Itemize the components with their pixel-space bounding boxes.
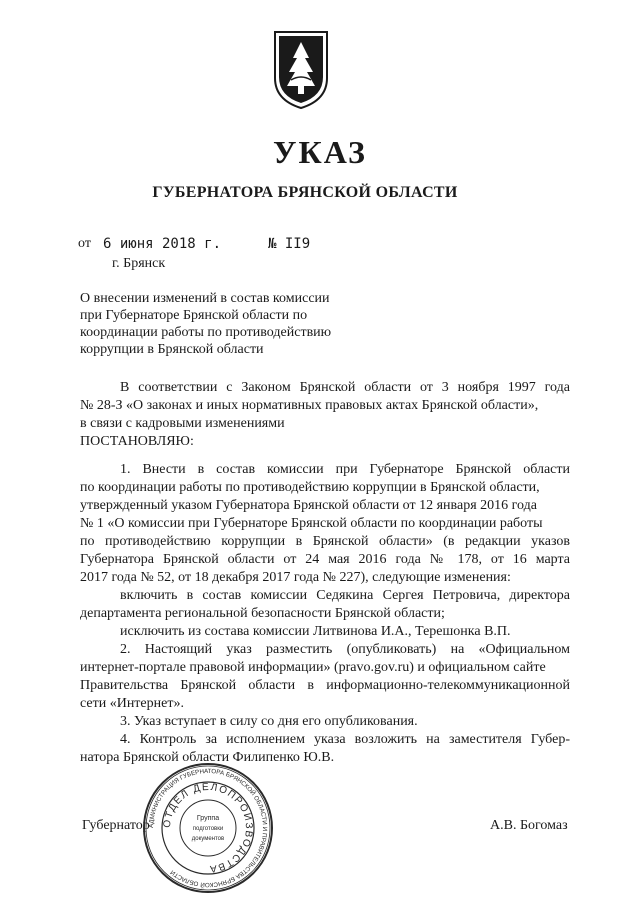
item-line: включить в состав комиссии Седякина Сергея Петровича, директора (120, 588, 570, 603)
item-line: 3. Указ вступает в силу со дня его опубликования. (120, 714, 418, 729)
item-line: по противодействию коррупции в Брянской области» (в редакции указов (80, 534, 570, 549)
item-line: департамента региональной безопасности Брянской области; (80, 606, 445, 621)
item-line: Правительства Брянской области в информационно-телекоммуникационной (80, 678, 570, 693)
document-subtitle: ГУБЕРНАТОРА БРЯНСКОЙ ОБЛАСТИ (152, 184, 458, 201)
subject-line: координации работы по противодействию (80, 325, 332, 340)
subject-line: О внесении изменений в состав комиссии (80, 291, 330, 306)
document-date: 6 июня 2018 г. (103, 236, 222, 252)
stamp-center-line: подготовки (192, 826, 224, 832)
item-line: по координации работы по противодействию коррупции в Брянской области, (80, 480, 540, 495)
signature-position: Губернатор (82, 818, 150, 833)
preamble-line: в связи с кадровыми изменениями (80, 416, 285, 431)
item-line: № 1 «О комиссии при Губернаторе Брянской области по координации работы (80, 516, 543, 531)
stamp-center-line: Группа (196, 815, 220, 822)
subject-line: коррупции в Брянской области (80, 342, 264, 357)
item-line: 2017 года № 52, от 18 декабря 2017 года № 227), следующие изменения: (80, 570, 511, 585)
item-line: утвержденный указом Губернатора Брянской области от 12 января 2016 года (80, 498, 537, 513)
document-subject (80, 290, 370, 358)
item-line: сети «Интернет». (80, 696, 184, 711)
item-line: интернет-портале правовой информации» (pravo.gov.ru) и официальном сайте (80, 660, 546, 675)
signature-name: А.В. Богомаз (490, 818, 568, 833)
document-city: г. Брянск (112, 256, 166, 271)
date-prefix: от (78, 236, 91, 251)
stamp-inner-text: ОТДЕЛ ДЕЛОПРОИЗВОДСТВА (161, 781, 255, 875)
document-number: № II9 (268, 236, 311, 252)
item-line: 1. Внести в состав комиссии при Губернаторе Брянской области (120, 462, 570, 477)
item-line: 4. Контроль за исполнением указа возложить на заместителя Губер- (120, 732, 570, 747)
document-title: УКАЗ (273, 134, 367, 170)
coat-of-arms-emblem (271, 28, 331, 110)
item-line: исключить из состава комиссии Литвинова И.А., Терешонка В.П. (120, 624, 511, 639)
stamp-center-line: документов (191, 836, 225, 842)
item-line: 2. Настоящий указ разместить (опубликовать) на «Официальном (120, 642, 570, 657)
document-body (80, 379, 570, 767)
preamble-line: В соответствии с Законом Брянской области от 3 ноября 1997 года (120, 380, 570, 395)
subject-line: при Губернаторе Брянской области по (80, 308, 308, 323)
stamp-outer-text: АДМИНИСТРАЦИЯ ГУБЕРНАТОРА БРЯНСКОЙ ОБЛАСТИ И ПРАВИТЕЛЬСТВА БРЯНСКОЙ ОБЛАСТИ (147, 767, 269, 889)
item-line: Губернатора Брянской области от 24 мая 2016 года № 178, от 16 марта (80, 552, 570, 567)
item-line: натора Брянской области Филипенко Ю.В. (80, 750, 335, 765)
office-stamp (140, 760, 276, 896)
preamble-line: № 28-З «О законах и иных нормативных правовых актах Брянской области», (80, 398, 539, 413)
resolve-word: ПОСТАНОВЛЯЮ: (80, 434, 194, 449)
